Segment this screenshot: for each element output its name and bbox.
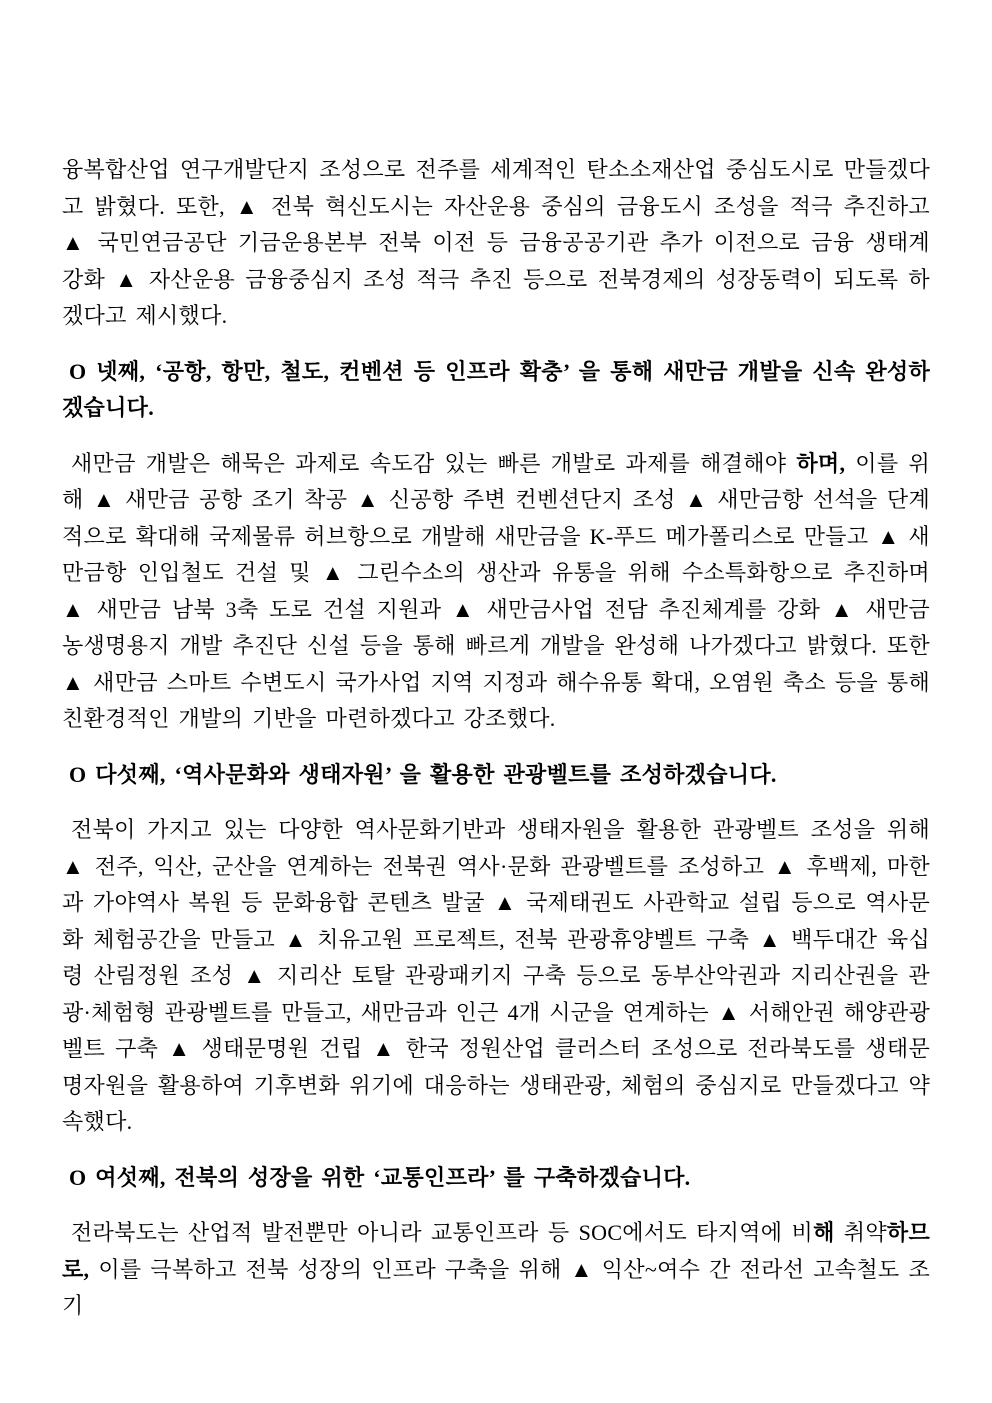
paragraph-text: 취약 [834, 1220, 887, 1245]
paragraph-text: 전라북도는 산업적 발전뿐만 아니라 교통인프라 등 SOC에서도 타지역에 비 [71, 1220, 814, 1245]
paragraph-text: 융복합산업 연구개발단지 조성으로 전주를 세계적인 탄소소재산업 중심도시로 만들겠다고 밝혔다. 또한, ▲ 전북 혁신도시는 자산운용 중심의 금융도시 조성을 적극 추진하고 ▲ 국민연금공단 기금운용본부 전북 이전 등 금융공공기관 추가 이전으로 금융 생태계 강화 ▲ 자산운용 금융중심지 조성 적극 추진 등으로 전북경제의 성장동력이 되도록 하겠다고 제시했다. [62, 157, 930, 328]
paragraph-text: 새만금 개발은 해묵은 과제로 속도감 있는 빠른 개발로 과제를 해결해야 [71, 450, 797, 476]
paragraph-tourism-belt [62, 812, 930, 1141]
heading-sixth-pledge [62, 1160, 930, 1197]
bold-emphasis: 하며, [796, 450, 846, 476]
paragraph-saemangeum-development [62, 446, 930, 738]
paragraph-transport-infra [62, 1215, 930, 1325]
heading-fifth-pledge [62, 757, 930, 794]
heading-text: O 여섯째, 전북의 성장을 위한 ‘교통인프라’ 를 구축하겠습니다. [69, 1164, 691, 1190]
heading-text: O 넷째, ‘공항, 항만, 철도, 컨벤션 등 인프라 확충’ 을 통해 새만금 개발을 신속 완성하겠습니다. [62, 358, 930, 420]
bold-emphasis: 해 [813, 1220, 835, 1245]
paragraph-text: 이를 위해 ▲ 새만금 공항 조기 착공 ▲ 신공항 주변 컨벤션단지 조성 ▲ 새만금항 선석을 단계적으로 확대해 국제물류 허브항으로 개발해 새만금을 K-푸드 메가폴리스로 만들고 ▲ 새만금항 인입철도 건설 및 ▲ 그린수소의 생산과 유통을 위해 수소특화항으로 추진하며 ▲ 새만금 남북 3축 도로 건설 지원과 ▲ 새만금사업 전담 추진체계를 강화 ▲ 새만금 농생명용지 개발 추진단 신설 등을 통해 빠르게 개발을 완성해 나가겠다고 밝혔다. 또한 ▲ 새만금 스마트 수변도시 국가사업 지역 지정과 해수유통 확대, 오염원 축소 등을 통해 친환경적인 개발의 기반을 마련하겠다고 강조했다. [62, 450, 930, 731]
heading-text: O 다섯째, ‘역사문화와 생태자원’ 을 활용한 관광벨트를 조성하겠습니다. [69, 761, 777, 787]
heading-fourth-pledge [62, 354, 930, 427]
paragraph-text: 이를 극복하고 전북 성장의 인프라 구축을 위해 ▲ 익산~여수 간 전라선 고속철도 조기 [62, 1256, 930, 1318]
paragraph-finance-continued [62, 152, 930, 335]
paragraph-text: 전북이 가지고 있는 다양한 역사문화기반과 생태자원을 활용한 관광벨트 조성을 위해 ▲ 전주, 익산, 군산을 연계하는 전북권 역사·문화 관광벨트를 조성하고 ▲ 후백제, 마한과 가야역사 복원 등 문화융합 콘텐츠 발굴 ▲ 국제태권도 사관학교 설립 등으로 역사문화 체험공간을 만들고 ▲ 치유고원 프로젝트, 전북 관광휴양벨트 구축 ▲ 백두대간 육십령 산림정원 조성 ▲ 지리산 토탈 관광패키지 구축 등으로 동부산악권과 지리산권을 관광·체험형 관광벨트를 만들고, 새만금과 인근 4개 시군을 연계하는 ▲ 서해안권 해양관광벨트 구축 ▲ 생태문명원 건립 ▲ 한국 정원산업 클러스터 조성으로 전라북도를 생태문명자원을 활용하여 기후변화 위기에 대응하는 생태관광, 체험의 중심지로 만들겠다고 약속했다. [62, 817, 930, 1134]
bold-emphasis: 하므로, [62, 1220, 931, 1282]
